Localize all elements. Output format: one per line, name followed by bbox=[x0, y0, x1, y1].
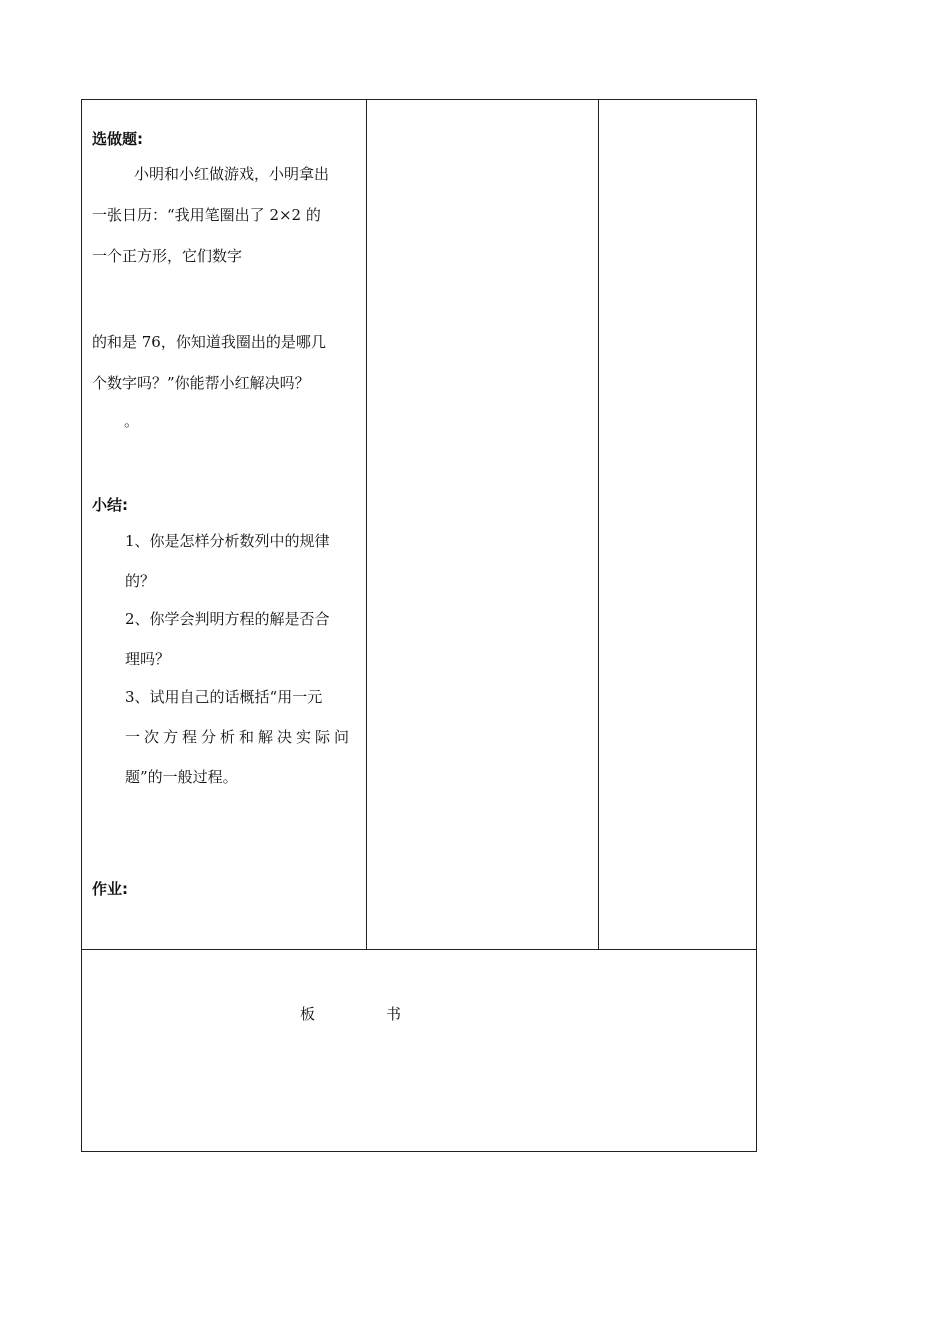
optional-line: 一个正方形，它们数字 bbox=[92, 247, 243, 265]
summary-line: 题”的一般过程。 bbox=[125, 768, 238, 786]
column-divider-2 bbox=[598, 100, 599, 950]
column-divider-1 bbox=[366, 100, 367, 950]
optional-line: 。 bbox=[124, 412, 140, 430]
lesson-table bbox=[81, 99, 757, 1152]
content-cell bbox=[82, 100, 366, 949]
board-label-char-2: 书 bbox=[386, 1005, 402, 1023]
summary-line: 2、你学会判明方程的解是否合 bbox=[125, 610, 330, 628]
summary-line: 一次方程分析和解决实际问 bbox=[125, 728, 354, 746]
summary-line: 理吗？ bbox=[125, 650, 171, 668]
summary-line: 的？ bbox=[125, 572, 156, 590]
homework-heading: 作业: bbox=[92, 880, 128, 898]
optional-line: 一张日历：“我用笔圈出了 2×2 的 bbox=[92, 206, 321, 224]
summary-line: 1、你是怎样分析数列中的规律 bbox=[125, 532, 330, 550]
summary-heading: 小结: bbox=[92, 496, 128, 514]
board-label-char-1: 板 bbox=[300, 1005, 316, 1023]
row-divider bbox=[82, 949, 756, 950]
optional-heading: 选做题: bbox=[92, 130, 143, 148]
optional-line: 小明和小红做游戏，小明拿出 bbox=[134, 165, 330, 183]
optional-line: 个数字吗？”你能帮小红解决吗？ bbox=[92, 374, 310, 392]
optional-line: 的和是 76，你知道我圈出的是哪几 bbox=[92, 333, 326, 351]
summary-line: 3、试用自己的话概括“用一元 bbox=[125, 688, 323, 706]
